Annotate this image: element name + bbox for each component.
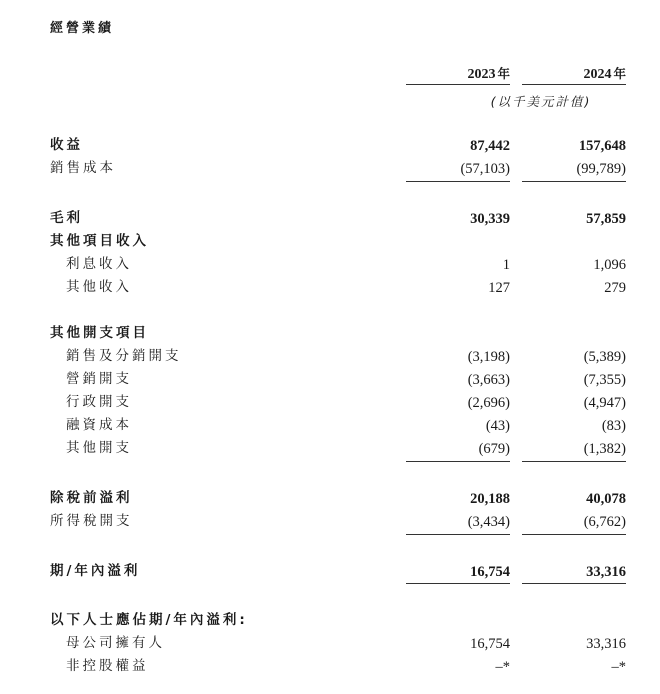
table-row	[0, 209, 660, 231]
column-year-suffix: 年	[613, 66, 626, 81]
subtotal-rule	[522, 181, 626, 182]
value-2023: 87,442	[470, 138, 510, 154]
row-label: 銷售及分銷開支	[66, 348, 182, 364]
table-row	[0, 489, 660, 511]
column-year-suffix: 年	[497, 66, 510, 81]
row-label: 非控股權益	[66, 658, 149, 674]
table-row	[0, 278, 660, 300]
value-2023: (43)	[485, 418, 510, 434]
value-2024: (99,789)	[576, 161, 626, 177]
value-2024: 279	[604, 280, 626, 296]
row-label: 期/年內溢利	[50, 563, 141, 579]
row-label: 利息收入	[66, 256, 132, 272]
value-2024: –*	[611, 659, 626, 675]
table-row	[0, 611, 660, 633]
total-rule	[522, 583, 626, 584]
table-row	[0, 416, 660, 438]
table-row	[0, 347, 660, 369]
unit-note: (以千美元計值)	[490, 94, 592, 109]
value-2024: (1,382)	[583, 441, 626, 457]
value-2024: (83)	[601, 418, 626, 434]
table-row	[0, 393, 660, 415]
value-2023: (3,434)	[467, 514, 510, 530]
table-row	[0, 439, 660, 461]
row-label: 其他開支項目	[50, 325, 149, 341]
value-2023: 20,188	[470, 491, 510, 507]
value-2024: (4,947)	[583, 395, 626, 411]
column-header-rule	[522, 84, 626, 85]
row-label: 融資成本	[66, 417, 132, 433]
subtotal-rule	[522, 534, 626, 535]
value-2023: –*	[495, 659, 510, 675]
value-2023: 16,754	[470, 564, 510, 580]
value-2023: 127	[488, 280, 510, 296]
column-year: 2023	[467, 67, 496, 82]
table-row	[0, 255, 660, 277]
table-row	[0, 562, 660, 584]
value-2024: 157,648	[578, 138, 626, 154]
column-year: 2024	[583, 67, 612, 82]
row-label: 其他收入	[66, 279, 132, 295]
column-header-2023	[410, 64, 510, 83]
table-row	[0, 232, 660, 254]
value-2023: 30,339	[470, 211, 510, 227]
value-2023: 1	[502, 257, 510, 273]
row-label: 營銷開支	[66, 371, 132, 387]
table-row	[0, 136, 660, 158]
value-2023: (679)	[478, 441, 510, 457]
total-rule	[406, 583, 510, 584]
row-label: 其他開支	[66, 440, 132, 456]
value-2023: (3,663)	[467, 372, 510, 388]
value-2024: 1,096	[593, 257, 626, 273]
column-header-rule	[406, 84, 510, 85]
value-2024: 33,316	[586, 564, 626, 580]
table-row	[0, 324, 660, 346]
value-2023: (57,103)	[460, 161, 510, 177]
table-row	[0, 159, 660, 181]
row-label: 除稅前溢利	[50, 490, 133, 506]
value-2024: (5,389)	[583, 349, 626, 365]
value-2024: 40,078	[586, 491, 626, 507]
table-row	[0, 657, 660, 679]
value-2024: 33,316	[586, 636, 626, 652]
subtotal-rule	[406, 181, 510, 182]
subtotal-rule	[406, 461, 510, 462]
value-2023: (2,696)	[467, 395, 510, 411]
value-2023: 16,754	[470, 636, 510, 652]
value-2024: (7,355)	[583, 372, 626, 388]
table-row	[0, 634, 660, 656]
row-label: 母公司擁有人	[66, 635, 165, 651]
subtotal-rule	[522, 461, 626, 462]
value-2024: (6,762)	[583, 514, 626, 530]
value-2024: 57,859	[586, 211, 626, 227]
value-2023: (3,198)	[467, 349, 510, 365]
row-label: 所得稅開支	[50, 513, 133, 529]
section-title: 經營業績	[50, 21, 115, 36]
row-label: 其他項目收入	[50, 233, 149, 249]
row-label: 行政開支	[66, 394, 132, 410]
table-row	[0, 512, 660, 534]
row-label: 銷售成本	[50, 160, 116, 176]
row-label: 以下人士應佔期/年內溢利:	[50, 612, 248, 628]
column-header-2024	[526, 64, 626, 83]
table-row	[0, 370, 660, 392]
subtotal-rule	[406, 534, 510, 535]
row-label: 毛利	[50, 210, 83, 226]
row-label: 收益	[50, 137, 83, 153]
